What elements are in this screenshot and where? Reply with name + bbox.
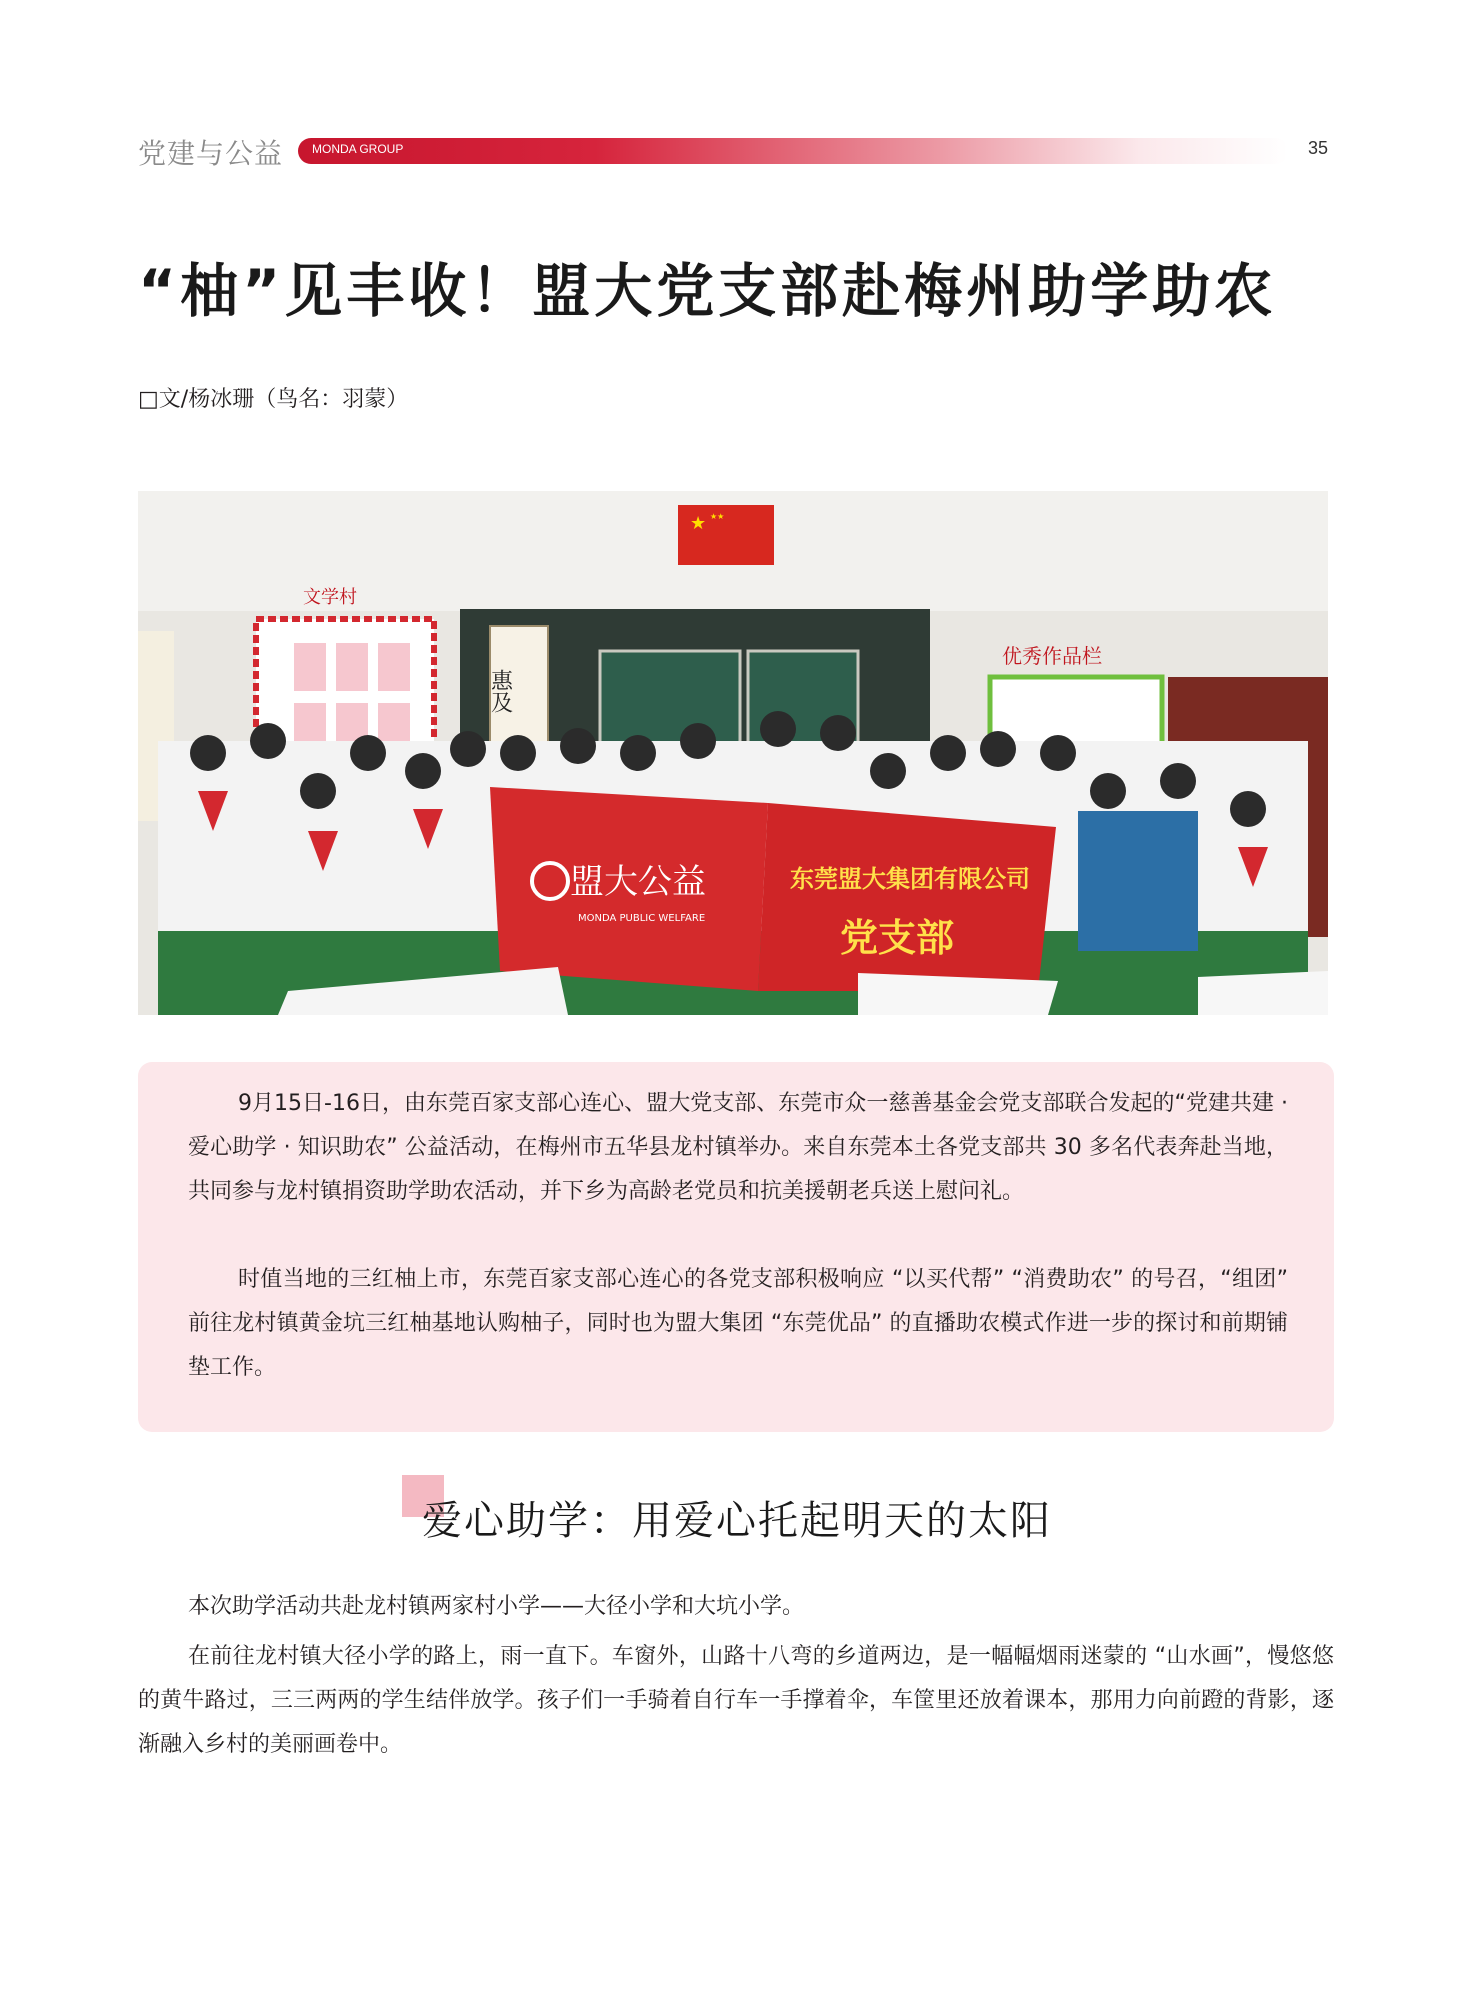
svg-text:惠及: 惠及 [487,669,513,713]
photo-illustration [138,491,1328,1015]
svg-text:东莞盟大集团有限公司: 东莞盟大集团有限公司 [790,865,1030,893]
svg-text:优秀作品栏: 优秀作品栏 [1002,644,1102,668]
intro-paragraph: 9月15日-16日，由东莞百家支部心连心、盟大党支部、东莞市众一慈善基金会党支部联合发起的“党建共建 · 爱心助学 · 知识助农” 公益活动，在梅州市五华县龙村镇举办。来自东莞本土各党支部共 30 多名代表奔赴当地，共同参与龙村镇捐资助学助农活动，并下乡为高龄老党员和抗美援朝老兵送上慰问礼。 [188,1091,1288,1204]
group-photo [138,491,1328,1015]
article-title: “柚”见丰收！盟大党支部赴梅州助学助农 [138,257,1277,325]
national-flag [678,505,774,565]
page-number: 35 [1307,138,1328,158]
body-paragraph: 本次助学活动共赴龙村镇两家村小学——大径小学和大坑小学。 [188,1594,805,1619]
page-header [138,130,1328,174]
svg-text:★★: ★★ [710,512,725,521]
svg-text:★: ★ [690,513,707,534]
svg-text:盟大公益: 盟大公益 [570,862,706,902]
section-heading [0,1475,1464,1545]
article-byline: □文/杨冰珊（鸟名：羽蒙） [138,387,409,412]
svg-text:MONDA PUBLIC WELFARE: MONDA PUBLIC WELFARE [578,913,706,924]
svg-text:文学村: 文学村 [303,587,357,608]
section-name: 党建与公益 [138,137,284,170]
section-heading-text: 爱心助学：用爱心托起明天的太阳 [422,1498,1052,1544]
banner-party-branch [758,803,1056,991]
brand-bar [298,138,1288,164]
desk [1198,971,1328,1015]
svg-text:党支部: 党支部 [840,916,955,960]
brand-name: MONDA GROUP [312,142,404,156]
intro-paragraph: 时值当地的三红柚上市，东莞百家支部心连心的各党支部积极响应 “以买代帮” “消费助农” 的号召，“组团” 前往龙村镇黄金坑三红柚基地认购柚子，同时也为盟大集团 “东莞优品” 的直播助农模式作进一步的探讨和前期铺垫工作。 [188,1267,1288,1380]
intro-box [138,1062,1334,1432]
banner-monda-welfare [490,787,768,991]
body-paragraph: 在前往龙村镇大径小学的路上，雨一直下。车窗外，山路十八弯的乡道两边，是一幅幅烟雨迷蒙的 “山水画”，慢悠悠的黄牛路过，三三两两的学生结伴放学。孩子们一手骑着自行车一手撑着伞，车筐里还放着课本，那用力向前蹬的背影，逐渐融入乡村的美丽画卷中。 [138,1644,1334,1757]
